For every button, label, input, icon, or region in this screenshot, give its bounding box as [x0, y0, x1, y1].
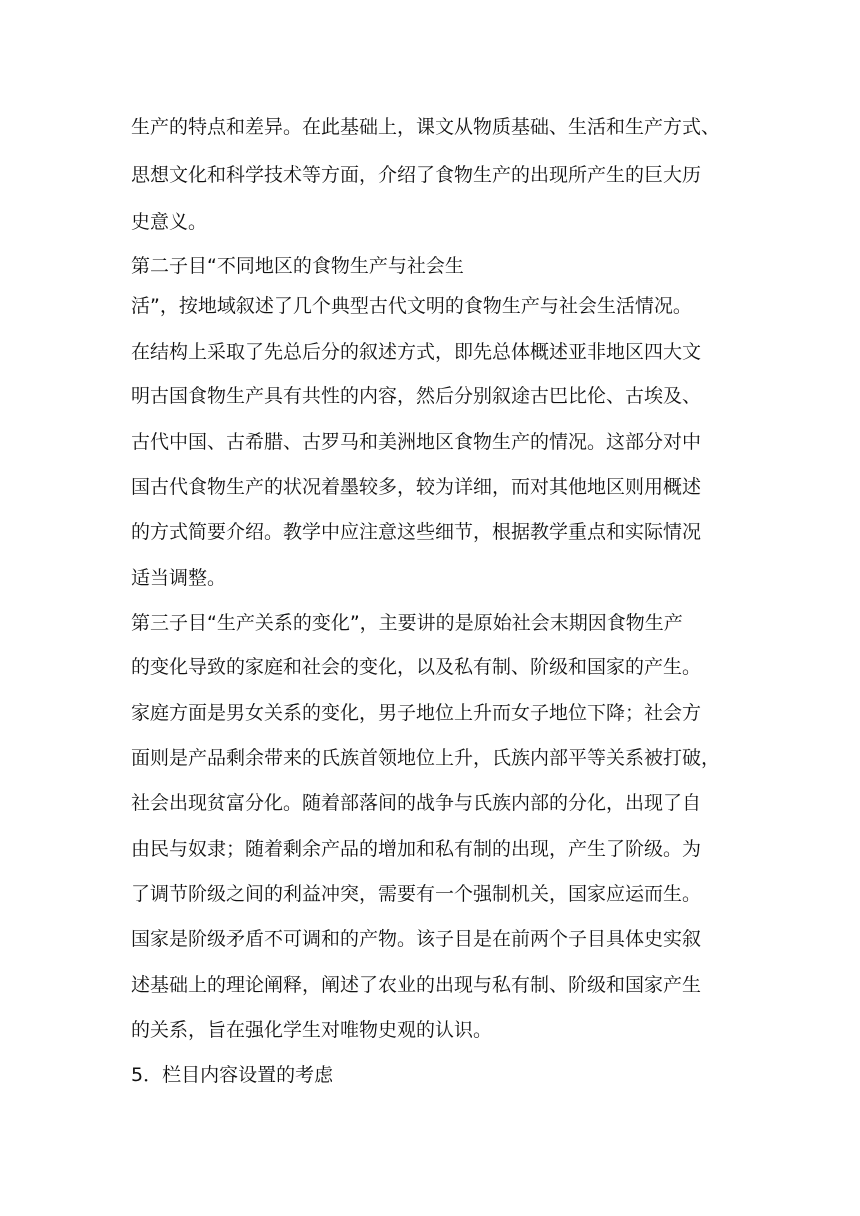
- text-line: 国古代食物生产的状况着墨较多，较为详细，而对其他地区则用概述: [131, 476, 702, 498]
- text-line: 述基础上的理论阐释，阐述了农业的出现与私有制、阶级和国家产生: [131, 974, 702, 996]
- text-line: 的关系，旨在强化学生对唯物史观的认识。: [131, 1019, 493, 1041]
- text-line: 家庭方面是男女关系的变化，男子地位上升而女子地位下降；社会方: [131, 702, 702, 724]
- text-line: 国家是阶级矛盾不可调和的产物。该子目是在前两个子目具体史实叙: [131, 928, 702, 950]
- text-line: 活”，按地域叙述了几个典型古代文明的食物生产与社会生活情况。: [131, 295, 692, 317]
- text-line: 的方式简要介绍。教学中应注意这些细节，根据教学重点和实际情况: [131, 521, 702, 543]
- text-line: 第二子目“不同地区的食物生产与社会生: [131, 255, 464, 277]
- text-line: 第三子目“生产关系的变化”，主要讲的是原始社会末期因食物生产: [131, 612, 683, 634]
- text-line: 的变化导致的家庭和社会的变化，以及私有制、阶级和国家的产生。: [131, 656, 702, 678]
- section-heading: 5．栏目内容设置的考虑: [131, 1064, 334, 1086]
- text-line: 生产的特点和差异。在此基础上，课文从物质基础、生活和生产方式、: [131, 116, 721, 138]
- text-line: 面则是产品剩余带来的氏族首领地位上升，氏族内部平等关系被打破，: [131, 747, 721, 769]
- text-line: 明古国食物生产具有共性的内容，然后分别叙途古巴比伦、古埃及、: [131, 385, 702, 407]
- text-line: 思想文化和科学技术等方面，介绍了食物生产的出现所产生的巨大历: [131, 164, 702, 186]
- text-line: 社会出现贫富分化。随着部落间的战争与氏族内部的分化，出现了自: [131, 792, 702, 814]
- text-line: 适当调整。: [131, 567, 227, 589]
- text-line: 由民与奴隶；随着剩余产品的增加和私有制的出现，产生了阶级。为: [131, 838, 702, 860]
- text-line: 古代中国、古希腊、古罗马和美洲地区食物生产的情况。这部分对中: [131, 431, 702, 453]
- text-line: 了调节阶级之间的利益冲突，需要有一个强制机关，国家应运而生。: [131, 883, 702, 905]
- text-line: 史意义。: [131, 211, 208, 233]
- text-line: 在结构上采取了先总后分的叙述方式，即先总体概述亚非地区四大文: [131, 341, 702, 363]
